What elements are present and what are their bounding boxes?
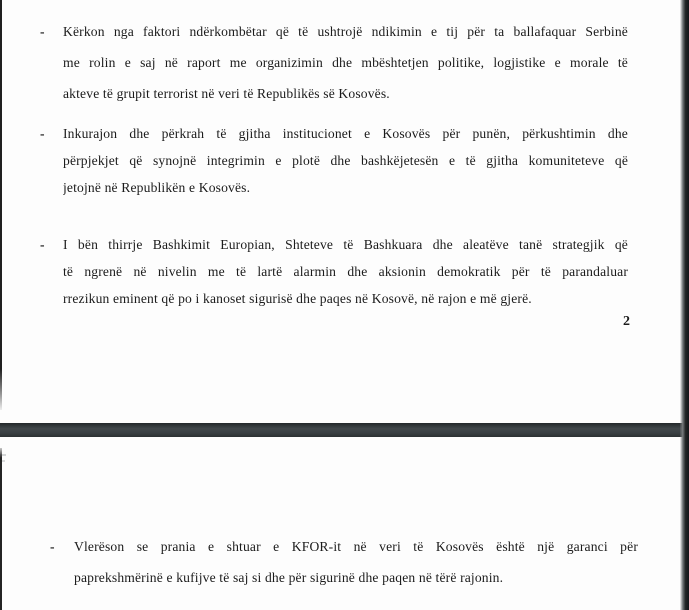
bullet-line: Kërkon nga faktori ndërkombëtar që të ushtrojë ndikimin e tij për ta ballafaquar Serbinë	[63, 24, 628, 39]
bullet-line: rrezikun eminent që po i kanoset sigurisë dhe paqes në Kosovë, në rajon e më gjerë.	[63, 291, 532, 306]
bullet-line: I bën thirrje Bashkimit Europian, Shteteve të Bashkuara dhe aleatëve tanë strategjik që	[63, 237, 628, 252]
bullet-line: Vlerëson se prania e shtuar e KFOR-it në veri të Kosovës është një garanci për	[74, 539, 638, 554]
scanned-page-2	[0, 437, 689, 610]
bullet-line: jetojnë në Republikën e Kosovës.	[63, 180, 251, 195]
bullet-item	[50, 531, 638, 593]
page-separator-band	[0, 423, 689, 437]
bullet-line: përpjekjet që synojnë integrimin e plotë dhe bashkëjetesën e të gjitha komuniteteve që	[63, 153, 628, 168]
scan-edge-strip	[680, 0, 689, 610]
bullet-marker: -	[40, 237, 45, 252]
bullet-marker: -	[40, 24, 45, 39]
bullet-text	[63, 231, 628, 312]
bullet-line: Inkurajon dhe përkrah të gjitha institucionet e Kosovës për punën, përkushtimin dhe	[63, 126, 628, 141]
bullet-marker: -	[50, 539, 55, 554]
page-border-line	[0, 0, 2, 410]
bullet-marker: -	[40, 126, 45, 141]
bullet-item	[40, 120, 628, 201]
bullet-line: akteve të grupit terrorist në veri të Republikës së Kosovës.	[63, 86, 390, 101]
bullet-item	[40, 16, 628, 109]
bullet-text	[74, 531, 638, 593]
bullet-item	[40, 231, 628, 312]
bullet-line: paprekshmërinë e kufijve të saj si dhe për sigurinë dhe paqen në tërë rajonin.	[74, 570, 504, 585]
bullet-text	[63, 16, 628, 109]
bullet-line: të ngrenë në nivelin me të lartë alarmin dhe aksionin demokratik për të parandaluar	[63, 264, 628, 279]
page-border-line	[0, 448, 2, 610]
page-number: 2	[623, 314, 630, 329]
bullet-text	[63, 120, 628, 201]
bullet-line: me rolin e saj në raport me organizimin dhe mbështetjen politike, logjistike e morale të	[63, 55, 628, 70]
